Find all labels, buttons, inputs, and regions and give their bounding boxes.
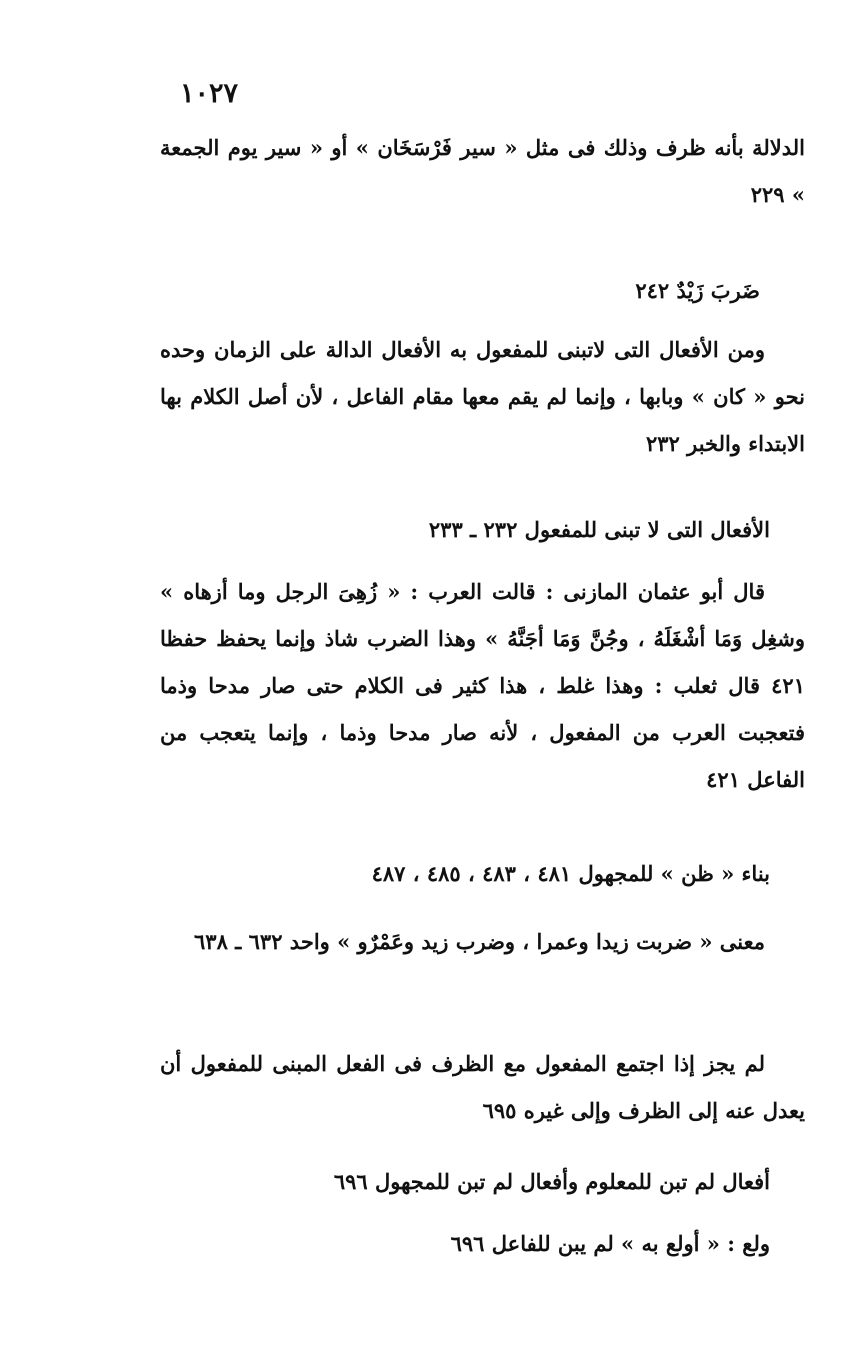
index-entry-4: الأفعال التى لا تبنى للمفعول ٢٣٢ ـ ٢٣٣ — [428, 517, 770, 542]
index-entry-6: بناء « ظن » للمجهول ٤٨١ ، ٤٨٣ ، ٤٨٥ ، ٤٨٧ — [371, 861, 770, 886]
index-entry-8: لم يجز إذا اجتمع المفعول مع الظرف فى الفعل المبنى للمفعول أن يعدل عنه إلى الظرف وإلى غيره ٦٩٥ — [160, 1051, 805, 1123]
index-entry-1: الدلالة بأنه ظرف وذلك فى مثل « سير فَرْسَخَان » أو « سير يوم الجمعة » ٢٢٩ — [160, 135, 805, 207]
index-entry-9: أفعال لم تبن للمعلوم وأفعال لم تبن للمجهول ٦٩٦ — [333, 1169, 770, 1194]
page-number: ١٠٢٧ — [180, 78, 239, 109]
index-entry-7: معنى « ضربت زيدا وعمرا ، وضرب زيد وعَمْرٌو » واحد ٦٣٢ ـ ٦٣٨ — [194, 929, 765, 954]
index-entry-5: قال أبو عثمان المازنى : قالت العرب : « زُهِىَ الرجل وما أزهاه » وشغِل وَمَا أشْغَلَهُ ، وجُنَّ وَمَا أجَنَّهُ » وهذا الضرب شاذ وإنما يحفظ حفظا ٤٢١ قال ثعلب : وهذا غلط ، هذا كثير فى الكلام حتى صار مدحا وذما فتعجبت العرب من المفعول ، لأنه صار مدحا وذما ، وإنما يتعجب من الفاعل ٤٢١ — [160, 579, 805, 792]
index-entry-10: ولع : « أولع به » لم يبن للفاعل ٦٩٦ — [450, 1231, 770, 1256]
index-entry-2: ضَربَ زَيْدٌ ٢٤٢ — [635, 278, 760, 303]
index-entry-3: ومن الأفعال التى لاتبنى للمفعول به الأفعال الدالة على الزمان وحده نحو « كان » وبابها ، وإنما لم يقم معها مقام الفاعل ، لأن أصل الكلام بها الابتداء والخبر ٢٣٢ — [160, 337, 805, 456]
